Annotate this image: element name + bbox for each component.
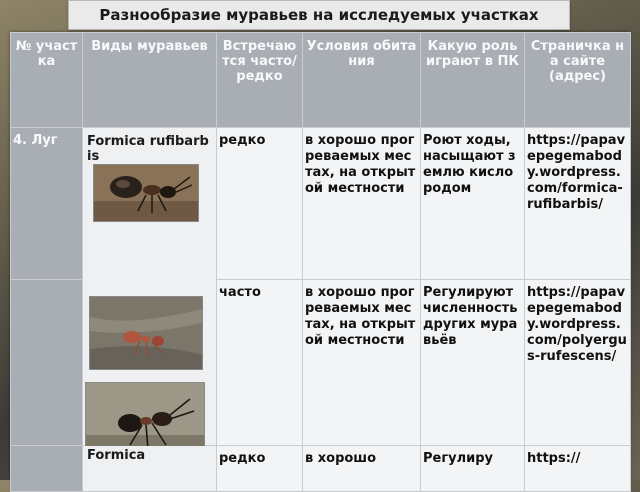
header-plot-number: № участка: [11, 33, 83, 128]
role-cell: Регулиру: [421, 446, 525, 492]
species-name: Formica rufibarbis: [87, 134, 209, 164]
header-role-label: Какую роль играют в ПК: [426, 39, 519, 69]
table-row: [11, 446, 631, 492]
header-ant-species: Виды муравьев: [83, 33, 217, 128]
header-frequency: Встречаются часто/ редко: [217, 33, 303, 128]
frequency-cell: часто: [217, 280, 303, 446]
slide-title: Разнообразие муравьев на исследуемых участках: [68, 0, 570, 30]
plot-number-cell: [11, 446, 83, 492]
site-link[interactable]: https://papavepegemabody.wordpress.com/formica-rufibarbis/: [525, 128, 631, 280]
polyergus-rufescens-photo: [89, 296, 203, 370]
frequency-cell: редко: [217, 446, 303, 492]
habitat-cell: в хорошо прогреваемых местах, на открытой местности: [303, 280, 421, 446]
header-habitat: Условия обитания: [303, 33, 421, 128]
site-link[interactable]: https://: [525, 446, 631, 492]
plot-number-cell: [11, 280, 83, 446]
formica-rufibarbis-photo: [93, 164, 199, 222]
header-site-page-sub: (адрес): [549, 69, 606, 84]
role-cell: Регулируют численность других муравьёв: [421, 280, 525, 446]
site-link[interactable]: https://papavepegemabody.wordpress.com/polyergus-rufescens/: [525, 280, 631, 446]
species-cell: [83, 128, 217, 446]
header-site-page: [525, 33, 631, 128]
plot-number-cell: 4. Луг: [11, 128, 83, 280]
frequency-cell: редко: [217, 128, 303, 280]
species-name: Formica: [87, 448, 146, 463]
ant-diversity-table: [10, 32, 630, 480]
table-row: [11, 128, 631, 280]
header-site-page-label: Страничка на сайте: [530, 39, 625, 69]
role-cell: Роют ходы, насыщают землю кислородом: [421, 128, 525, 280]
habitat-cell: в хорошо: [303, 446, 421, 492]
header-role: [421, 33, 525, 128]
species-cell: [83, 446, 217, 492]
habitat-cell: в хорошо прогреваемых местах, на открытой местности: [303, 128, 421, 280]
